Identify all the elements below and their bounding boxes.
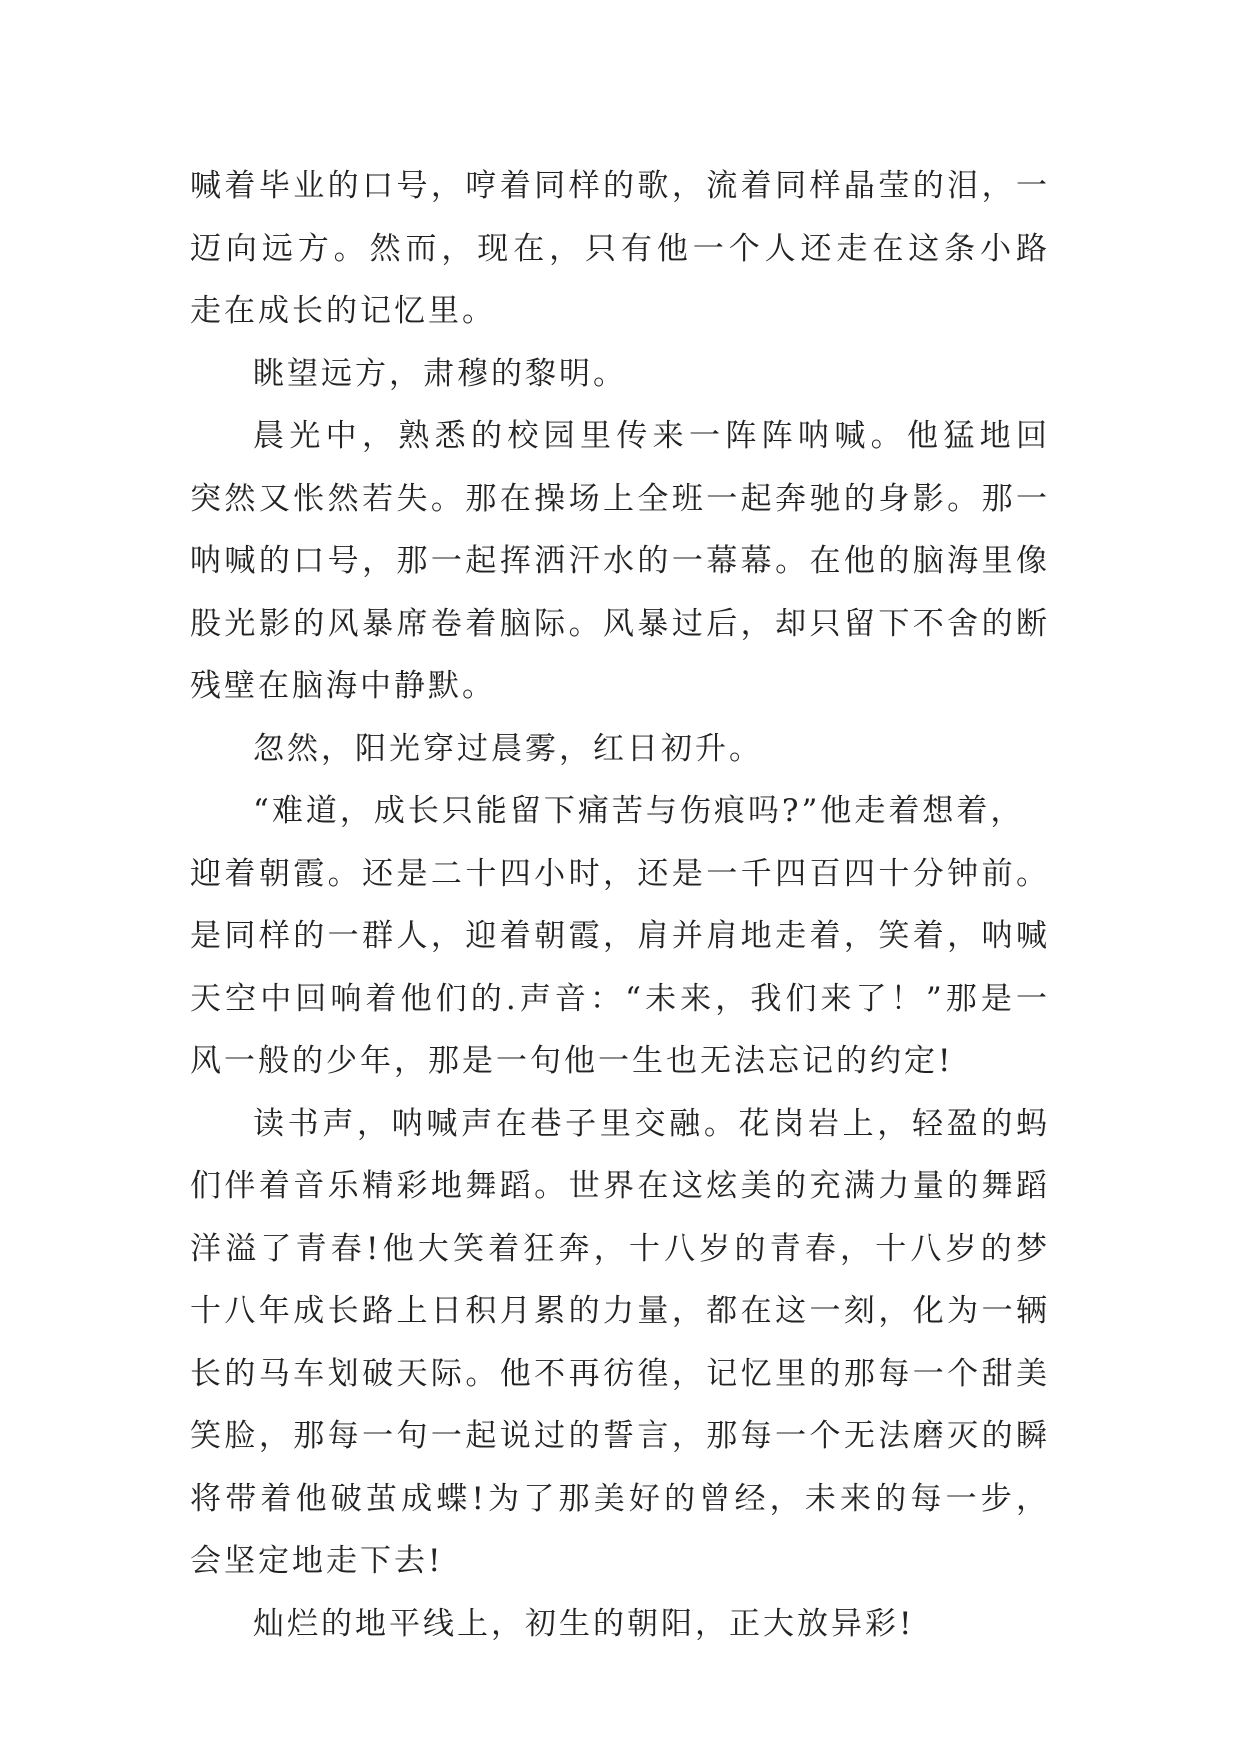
text-line: 突然又怅然若失。那在操场上全班一起奔驰的身影。那一 [190, 480, 1050, 517]
text-line: 股光影的风暴席卷着脑际。风暴过后，却只留下不舍的断 [190, 605, 1050, 642]
text-line: 读书声，呐喊声在巷子里交融。花岗岩上，轻盈的蚂 [253, 1105, 1050, 1142]
text-line: 们伴着音乐精彩地舞蹈。世界在这炫美的充满力量的舞蹈 [190, 1168, 1050, 1204]
text-line: 风一般的少年，那是一句他一生也无法忘记的约定! [190, 1043, 954, 1079]
text-line: 是同样的一群人，迎着朝霞，肩并肩地走着，笑着，呐喊 [190, 918, 1050, 954]
body-text [190, 155, 1050, 1655]
text-line: 洋溢了青春!他大笑着狂奔，十八岁的青春，十八岁的梦 [190, 1230, 1050, 1267]
text-line: 迎着朝霞。还是二十四小时，还是一千四百四十分钟前。 [190, 855, 1050, 892]
text-line: 眺望远方，肃穆的黎明。 [253, 355, 627, 392]
text-line: 天空中回响着他们的.声音：“未来，我们来了！”那是一 [190, 980, 1050, 1017]
text-line: 迈向远方。然而，现在，只有他一个人还走在这条小路 [190, 230, 1050, 267]
text-line: 会坚定地走下去! [190, 1543, 444, 1579]
text-line: 灿烂的地平线上，初生的朝阳，正大放异彩! [253, 1605, 915, 1642]
text-line: 将带着他破茧成蝶!为了那美好的曾经，未来的每一步， [190, 1480, 1050, 1517]
text-line: 呐喊的口号，那一起挥洒汗水的一幕幕。在他的脑海里像 [190, 543, 1050, 579]
text-line: 笑脸，那每一句一起说过的誓言，那每一个无法磨灭的瞬 [190, 1418, 1050, 1454]
text-line: 忽然，阳光穿过晨雾，红日初升。 [253, 730, 763, 767]
text-line: “难道，成长只能留下痛苦与伤痕吗?”他走着想着， [253, 793, 1025, 829]
text-line: 长的马车划破天际。他不再彷徨，记忆里的那每一个甜美 [190, 1355, 1050, 1392]
text-line: 残壁在脑海中静默。 [190, 668, 496, 704]
text-line: 走在成长的记忆里。 [190, 293, 496, 329]
text-line: 十八年成长路上日积月累的力量，都在这一刻，化为一辆 [190, 1293, 1050, 1329]
text-line: 晨光中，熟悉的校园里传来一阵阵呐喊。他猛地回 [253, 418, 1050, 454]
text-line: 喊着毕业的口号，哼着同样的歌，流着同样晶莹的泪，一 [190, 168, 1050, 204]
